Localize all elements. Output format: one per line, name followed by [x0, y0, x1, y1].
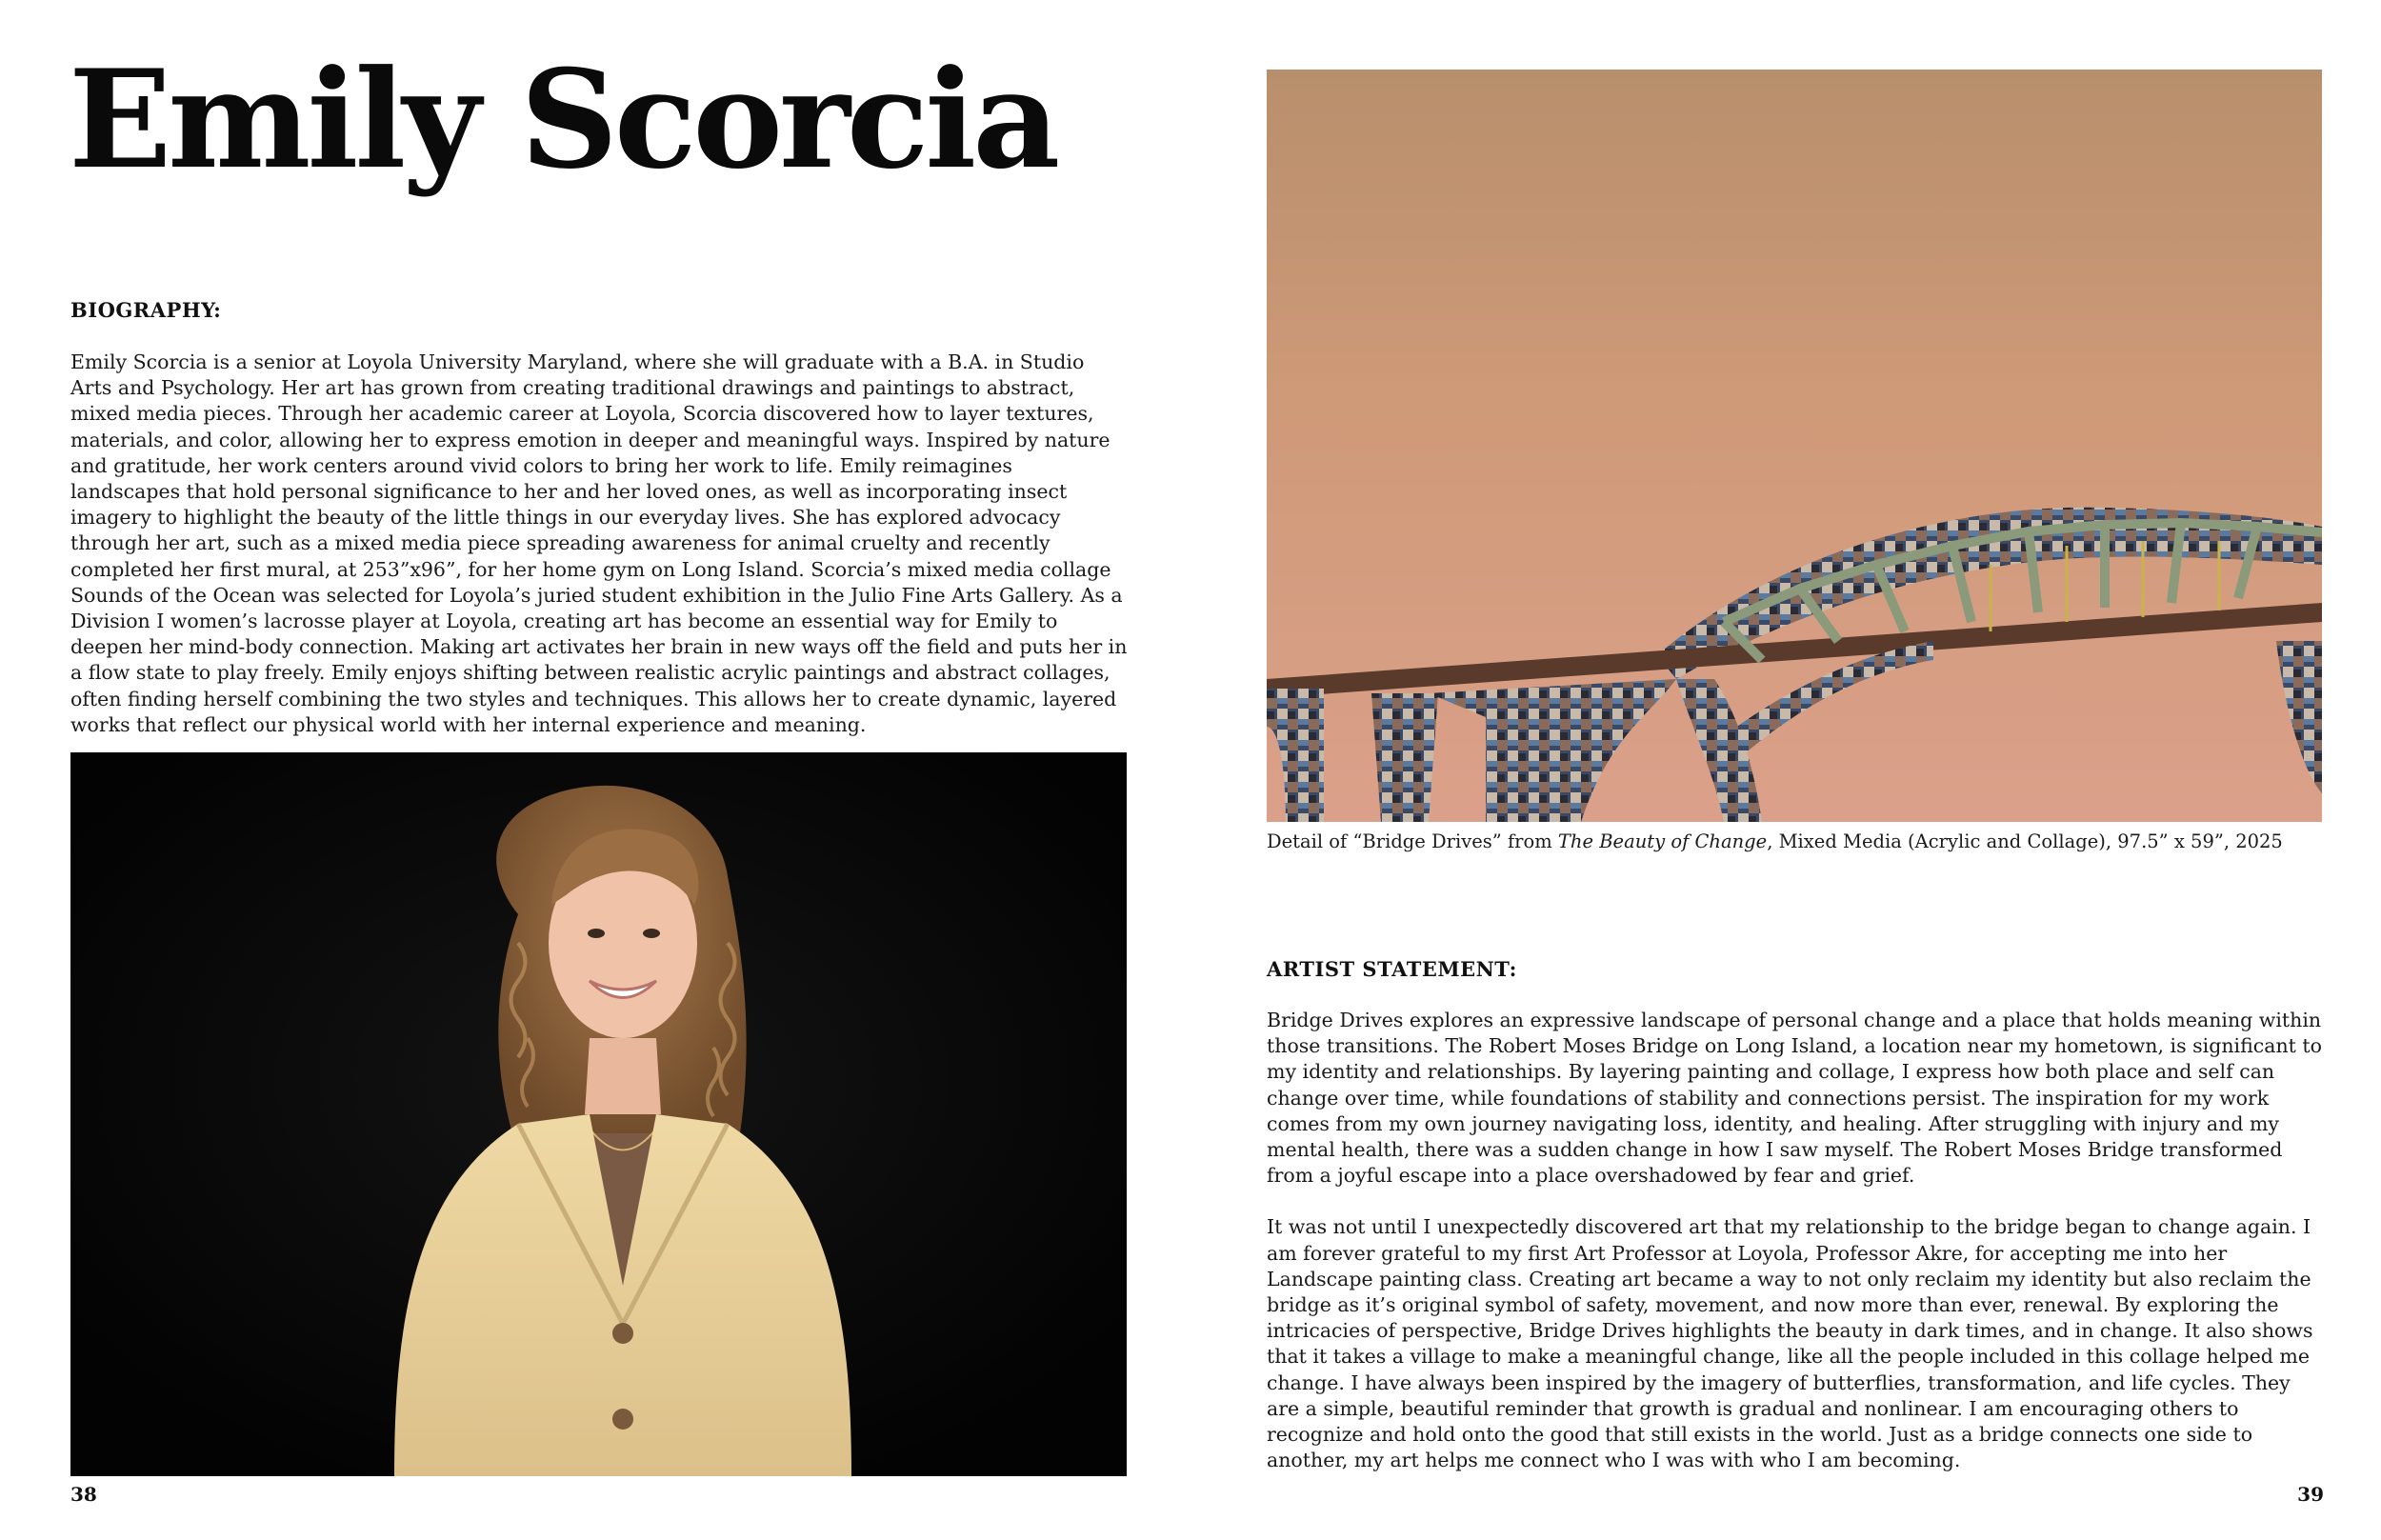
caption-series-title: The Beauty of Change: [1557, 830, 1768, 852]
artist-statement-text: [1267, 1008, 2326, 1473]
artist-portrait-photo: [70, 752, 1127, 1476]
biography-text: Emily Scorcia is a senior at Loyola University Maryland, where she will graduate with a B.A. in Studio Arts and Psychology. Her art has grown from creating traditional drawings and paintings to abstract, mixed media pieces. Through her academic career at Loyola, Scorcia discovered how to layer textures, materials, and color, allowing her to express emotion in deeper and meaningful ways. Inspired by nature and gratitude, her work centers around vivid colors to bring her work to life. Emily reimagines landscapes that hold personal significance to her and her loved ones, as well as incorporating insect imagery to highlight the beauty of the little things in our everyday lives. She has explored advocacy through her art, such as a mixed media piece spreading awareness for animal cruelty and recently completed her first mural, at 253”x96”, for her home gym on Long Island. Scorcia’s mixed media collage Sounds of the Ocean was selected for Loyola’s juried student exhibition in the Julio Fine Arts Gallery. As a Division I women’s lacrosse player at Loyola, creating art has become an essential way for Emily to deepen her mind-body connection. Making art activates her brain in new ways off the field and puts her in a flow state to play freely. Emily enjoys shifting between realistic acrylic paintings and abstract collages, often finding herself combining the two styles and techniques. This allows her to create dynamic, layered works that reflect our physical world with her internal experience and meaning.: [70, 350, 1128, 736]
portrait-illustration: [70, 752, 1127, 1476]
artwork-bridge-drives-image: [1267, 70, 2322, 822]
page-number-left: 38: [70, 1483, 97, 1506]
caption-suffix: , Mixed Media (Acrylic and Collage), 97.5” x 59”, 2025: [1767, 830, 2283, 852]
statement-paragraph: Bridge Drives explores an expressive landscape of personal change and a place that holds meaning within those transitions. The Robert Moses Bridge on Long Island, a location near my hometown, is significant to my identity and relationships. By layering painting and collage, I express how both place and self can change over time, while foundations of stability and connections persist. The inspiration for my work comes from my own journey navigating loss, identity, and healing. After struggling with injury and my mental health, there was a sudden change in how I saw myself. The Robert Moses Bridge transformed from a joyful escape into a place overshadowed by fear and grief.: [1267, 1009, 2322, 1188]
page-title: Emily Scorcia: [69, 41, 1057, 199]
page-number-right: 39: [2297, 1483, 2324, 1506]
biography-heading: BIOGRAPHY:: [70, 298, 222, 322]
artwork-caption: [1267, 830, 2324, 852]
caption-prefix: Detail of “Bridge Drives” from: [1267, 830, 1558, 852]
artist-statement-heading: ARTIST STATEMENT:: [1267, 957, 1517, 981]
bridge-artwork-illustration: [1267, 70, 2322, 822]
statement-paragraph: It was not until I unexpectedly discovered art that my relationship to the bridge began to change again. I am forever grateful to my first Art Professor at Loyola, Professor Akre, for accepting me into her Landscape painting class. Creating art became a way to not only reclaim my identity but also reclaim the bridge as it’s original symbol of safety, movement, and now more than ever, renewal. By exploring the intricacies of perspective, Bridge Drives highlights the beauty in dark times, and in change. It also shows that it takes a village to make a meaningful change, like all the people included in this collage helped me change. I have always been inspired by the imagery of butterflies, transformation, and life cycles. They are a simple, beautiful reminder that growth is gradual and nonlinear. I am encouraging others to recognize and hold onto the good that still exists in the world. Just as a bridge connects one side to another, my art helps me connect who I was with who I am becoming.: [1267, 1215, 2313, 1472]
